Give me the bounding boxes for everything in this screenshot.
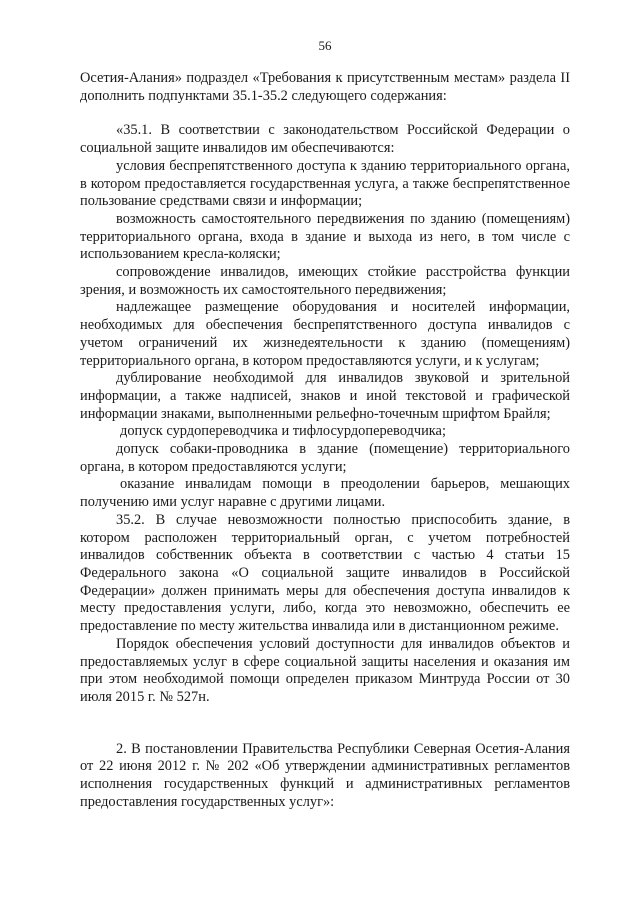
paragraph-procedure: Порядок обеспечения условий доступности для инвалидов объектов и предоставляемых услуг в сфере социальной защиты населения и оказания им при этом необходимой помощи определен приказом Минтруда России от 30 июля 2015 г. № 527н.: [80, 635, 570, 705]
paragraph-35-1-heading: «35.1. В соответствии с законодательством Российской Федерации о социальной защите инвалидов им обеспечиваются:: [80, 122, 570, 157]
paragraph-barriers: оказание инвалидам помощи в преодолении барьеров, мешающих получению ими услуг наравне с другими лицами.: [80, 476, 570, 511]
paragraph-35-2: 35.2. В случае невозможности полностью приспособить здание, в котором расположен территориальный орган, с учетом потребностей инвалидов собственник объекта в соответствии с частью 4 статьи 15 Федерального закона «О социальной защите инвалидов в Российской Федерации» должен принимать меры для обеспечения доступа инвалидов к месту предоставления услуги, либо, когда это невозможно, обеспечить ее предоставление по месту жительства инвалида или в дистанционном режиме.: [80, 511, 570, 635]
paragraph-duplication: дублирование необходимой для инвалидов звуковой и зрительной информации, а также надписей, знаков и иной текстовой и графической информации знаками, выполненными рельефно-точечным шрифтом Брайля;: [80, 370, 570, 422]
document-body: [80, 70, 570, 811]
paragraph-section-2: 2. В постановлении Правительства Республики Северная Осетия-Алания от 22 июня 2012 г. № 202 «Об утверждении административных регламентов исполнения государственных функций и административных регламентов предоставления государственных услуг»:: [80, 740, 570, 810]
page-number: 56: [318, 38, 332, 53]
document-page: [80, 0, 570, 905]
paragraph-intro: Осетия-Алания» подраздел «Требования к присутственным местам» раздела II дополнить подпунктами 35.1-35.2 следующего содержания:: [80, 70, 570, 104]
paragraph-interpreter: допуск сурдопереводчика и тифлосурдопереводчика;: [120, 423, 446, 440]
paragraph-access-conditions: условия беспрепятственного доступа к зданию территориального органа, в котором предоставляется государственная услуга, а также беспрепятственное пользование средствами связи и информации;: [80, 157, 570, 210]
paragraph-equipment: надлежащее размещение оборудования и носителей информации, необходимых для обеспечения беспрепятственного доступа инвалидов с учетом ограничений их жизнедеятельности к зданию (помещениям) территориального органа, в котором предоставляются услуги, и к услугам;: [80, 299, 570, 369]
paragraph-movement: возможность самостоятельного передвижения по зданию (помещениям) территориального органа, входа в здание и выхода из него, в том числе с использованием кресла-коляски;: [80, 210, 570, 263]
paragraph-guide-dog: допуск собаки-проводника в здание (помещение) территориального органа, в котором предоставляются услуги;: [80, 441, 570, 475]
paragraph-escort: сопровождение инвалидов, имеющих стойкие расстройства функции зрения, и возможность их самостоятельного передвижения;: [80, 264, 570, 298]
